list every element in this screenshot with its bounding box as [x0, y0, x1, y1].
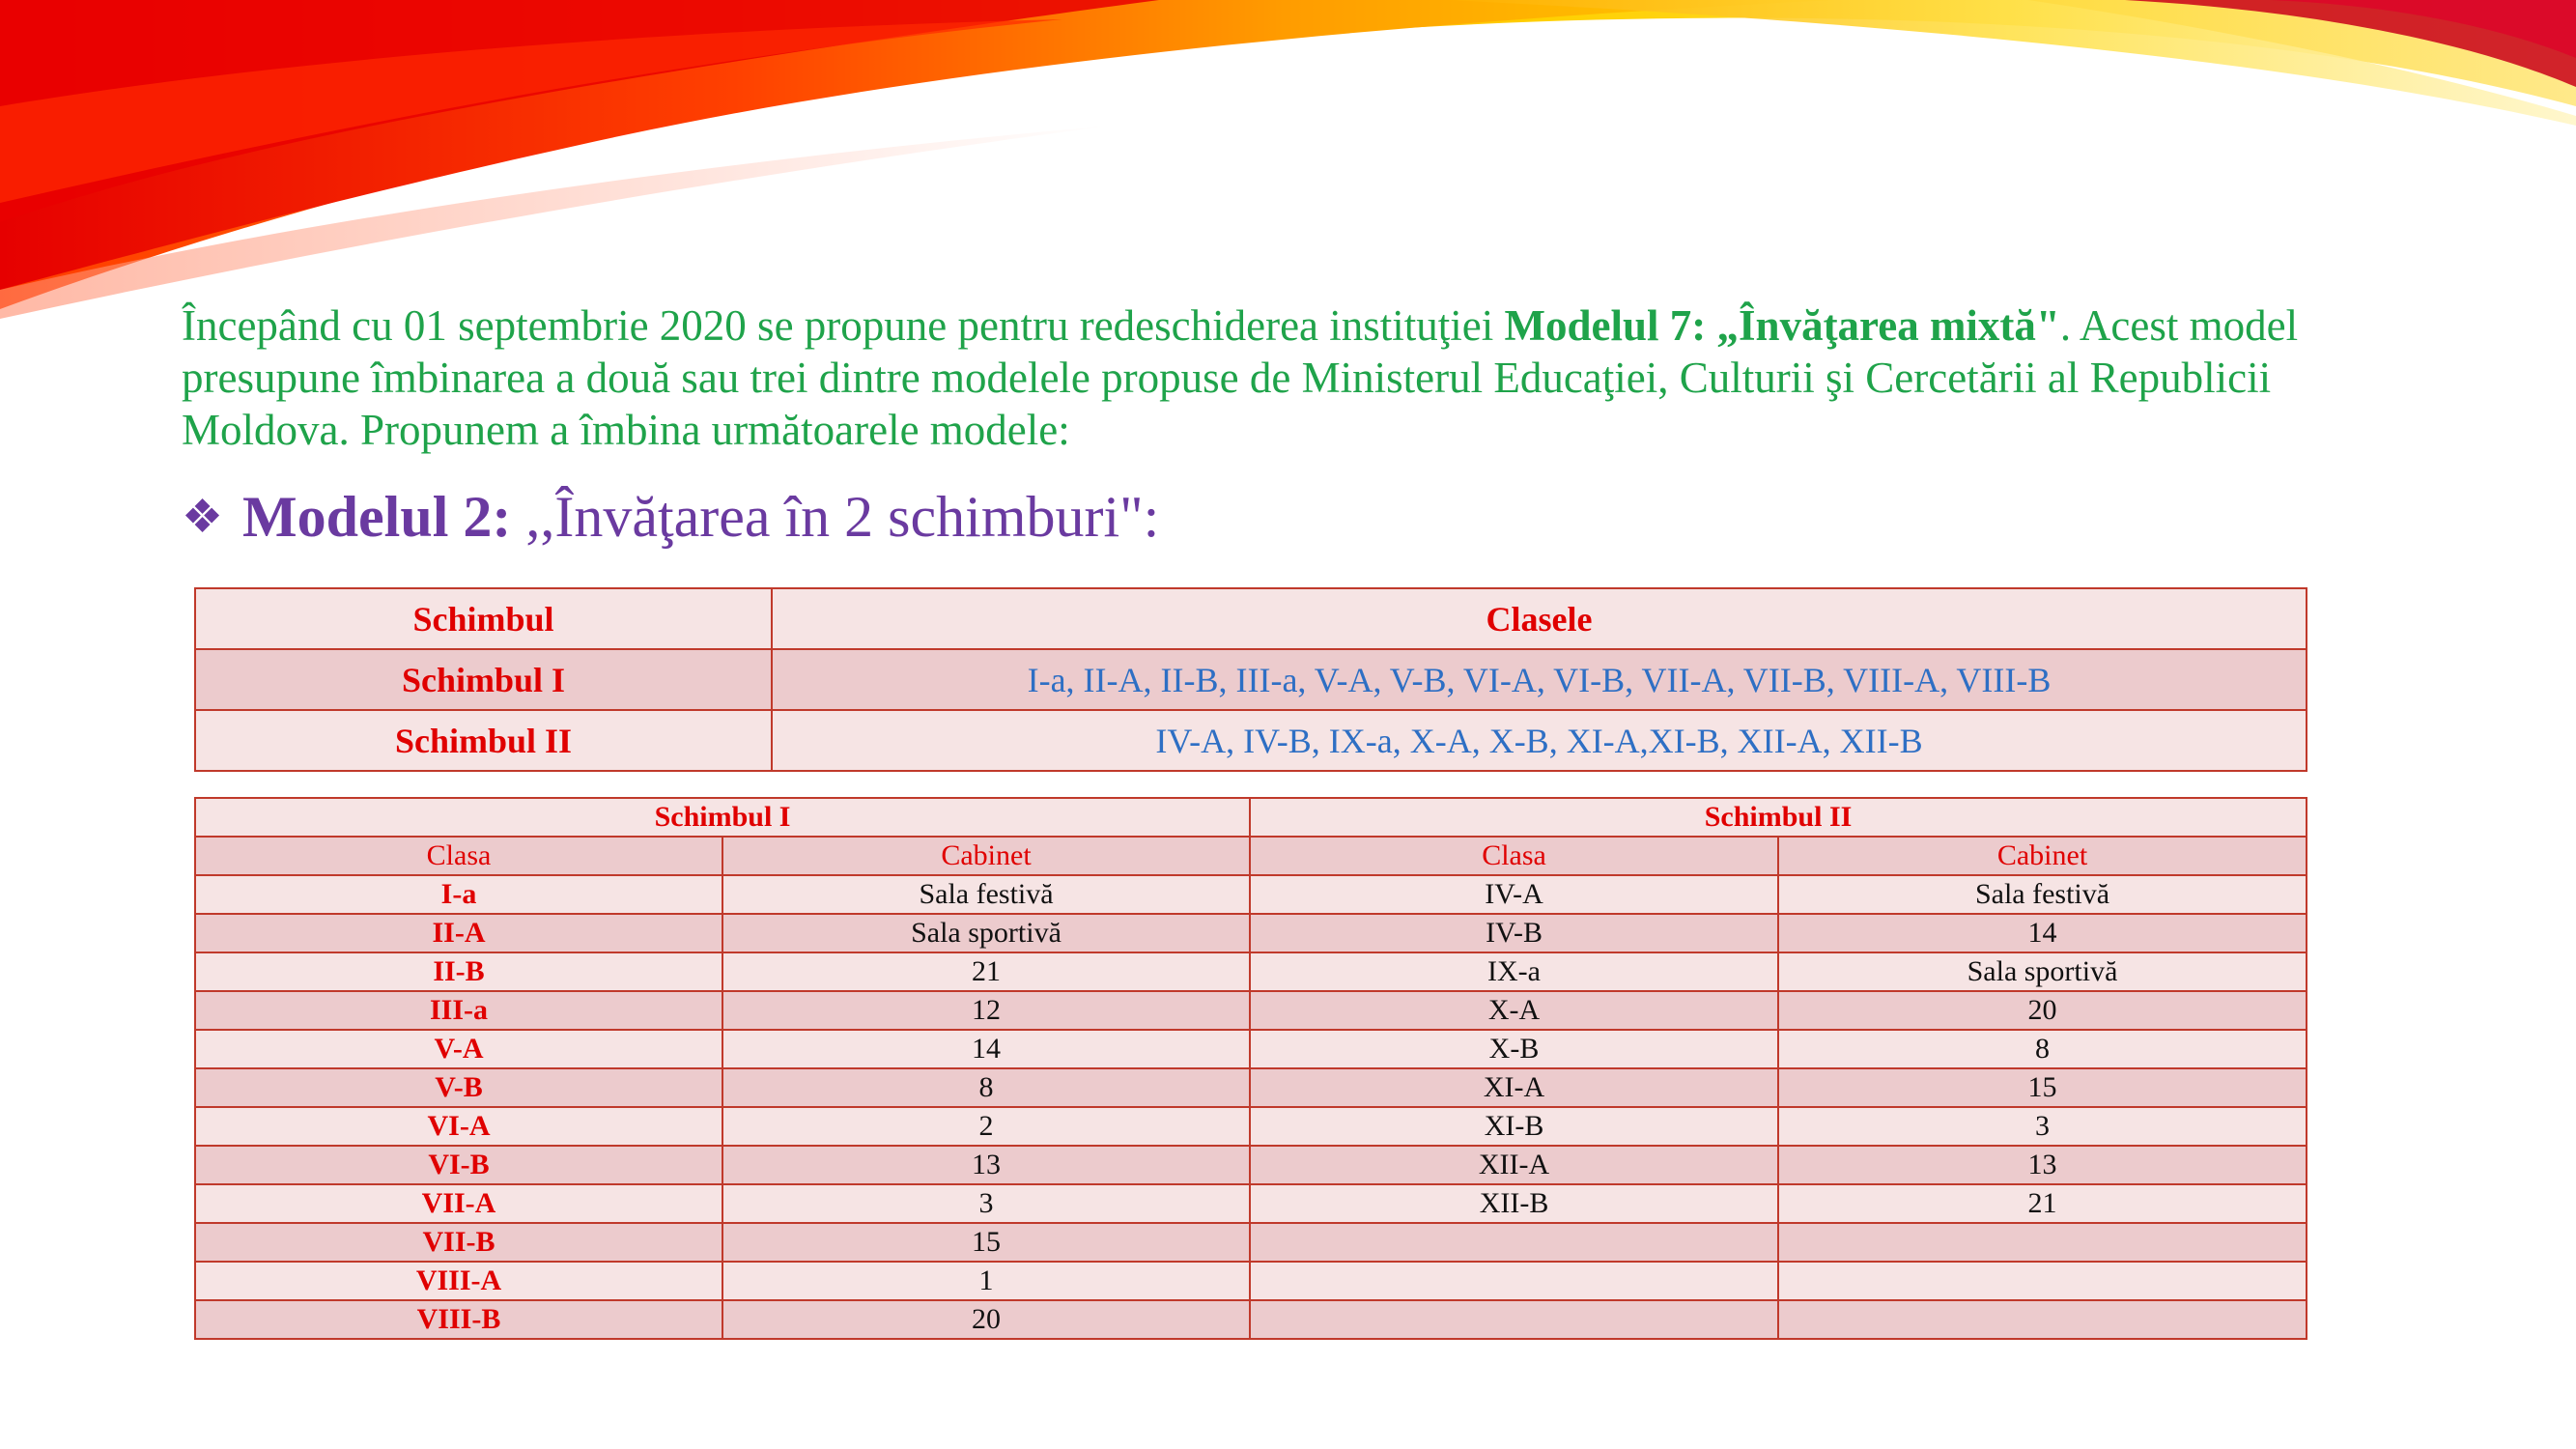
table-row: [195, 1184, 2307, 1223]
sub-header-room: Cabinet: [722, 837, 1250, 875]
cell-class: VI-A: [195, 1107, 722, 1146]
cell-room: [1778, 1262, 2307, 1300]
shifts-table-header: [195, 588, 2307, 649]
cell-class: XII-B: [1250, 1184, 1778, 1223]
decorative-swoosh: [0, 0, 2576, 319]
intro-text-start: Începând cu 01 septembrie 2020 se propune pentru redeschiderea instituţiei: [182, 301, 1505, 350]
cell-class: VI-B: [195, 1146, 722, 1184]
cell-class: IV-B: [1250, 914, 1778, 952]
cell-room: 13: [722, 1146, 1250, 1184]
cell-room: 12: [722, 991, 1250, 1030]
cell-room: 21: [1778, 1184, 2307, 1223]
cell-room: Sala sportivă: [1778, 952, 2307, 991]
cell-class: XI-A: [1250, 1068, 1778, 1107]
table-row: [195, 914, 2307, 952]
cell-room: 2: [722, 1107, 1250, 1146]
cell-class: V-B: [195, 1068, 722, 1107]
cell-room: 14: [1778, 914, 2307, 952]
table-row: [195, 952, 2307, 991]
group-header-shift-1: Schimbul I: [195, 798, 1250, 837]
header-shift: Schimbul: [195, 588, 772, 649]
cell-class: VII-B: [195, 1223, 722, 1262]
shift-classes: IV-A, IV-B, IX-a, X-A, X-B, XI-A,XI-B, XII-A, XII-B: [772, 710, 2307, 771]
cell-class: XI-B: [1250, 1107, 1778, 1146]
table-row: [195, 1107, 2307, 1146]
cell-class: X-A: [1250, 991, 1778, 1030]
rooms-table-group-header: [195, 798, 2307, 837]
model-heading-label: Modelul 2:: [242, 485, 512, 549]
cell-room: 15: [1778, 1068, 2307, 1107]
shift-classes: I-a, II-A, II-B, III-a, V-A, V-B, VI-A, VI-B, VII-A, VII-B, VIII-A, VIII-B: [772, 649, 2307, 710]
cell-room: [1778, 1300, 2307, 1339]
cell-class: VIII-A: [195, 1262, 722, 1300]
cell-class: II-A: [195, 914, 722, 952]
shifts-table: [194, 587, 2307, 772]
cell-class: X-B: [1250, 1030, 1778, 1068]
cell-class: III-a: [195, 991, 722, 1030]
cell-class: V-A: [195, 1030, 722, 1068]
table-row: [195, 1146, 2307, 1184]
table-row: [195, 875, 2307, 914]
cell-class: II-B: [195, 952, 722, 991]
cell-class: [1250, 1300, 1778, 1339]
cell-class: IX-a: [1250, 952, 1778, 991]
table-row: [195, 649, 2307, 710]
table-row: [195, 1262, 2307, 1300]
table-row: [195, 1068, 2307, 1107]
cell-room: 3: [1778, 1107, 2307, 1146]
cell-room: 3: [722, 1184, 1250, 1223]
cell-class: IV-A: [1250, 875, 1778, 914]
table-row: [195, 991, 2307, 1030]
cell-room: 20: [1778, 991, 2307, 1030]
cell-room: [1778, 1223, 2307, 1262]
shift-label: Schimbul I: [195, 649, 772, 710]
table-row: [195, 1223, 2307, 1262]
model-heading: [182, 483, 1159, 552]
cell-class: [1250, 1262, 1778, 1300]
cell-room: 14: [722, 1030, 1250, 1068]
cell-room: 13: [1778, 1146, 2307, 1184]
model-heading-text: ,,Învăţarea în 2 schimburi":: [511, 485, 1160, 549]
cell-room: 21: [722, 952, 1250, 991]
sub-header-class: Clasa: [1250, 837, 1778, 875]
header-classes: Clasele: [772, 588, 2307, 649]
intro-model-7: Modelul 7: „Învăţarea mixtă": [1504, 301, 2060, 350]
sub-header-room: Cabinet: [1778, 837, 2307, 875]
cell-room: 20: [722, 1300, 1250, 1339]
rooms-table-body: [195, 875, 2307, 1339]
rooms-table: [194, 797, 2307, 1340]
table-row: [195, 1030, 2307, 1068]
cell-class: I-a: [195, 875, 722, 914]
rooms-table-sub-header: [195, 837, 2307, 875]
intro-text-end: . Acest model presupune îmbinarea a două sau trei dintre modelele propuse de Ministerul Educaţiei, Culturii şi Cercetării al Republicii Moldova. Propunem a îmbina următoarele modele:: [182, 301, 2299, 454]
cell-room: 1: [722, 1262, 1250, 1300]
cell-room: 8: [1778, 1030, 2307, 1068]
diamond-bullet-icon: ❖: [182, 492, 224, 543]
cell-class: [1250, 1223, 1778, 1262]
sub-header-class: Clasa: [195, 837, 722, 875]
cell-class: VII-A: [195, 1184, 722, 1223]
table-row: [195, 710, 2307, 771]
cell-class: VIII-B: [195, 1300, 722, 1339]
group-header-shift-2: Schimbul II: [1250, 798, 2307, 837]
cell-room: 8: [722, 1068, 1250, 1107]
cell-room: 15: [722, 1223, 1250, 1262]
cell-room: Sala festivă: [1778, 875, 2307, 914]
table-row: [195, 1300, 2307, 1339]
cell-room: Sala festivă: [722, 875, 1250, 914]
cell-class: XII-A: [1250, 1146, 1778, 1184]
intro-paragraph: [182, 299, 2442, 456]
shift-label: Schimbul II: [195, 710, 772, 771]
cell-room: Sala sportivă: [722, 914, 1250, 952]
